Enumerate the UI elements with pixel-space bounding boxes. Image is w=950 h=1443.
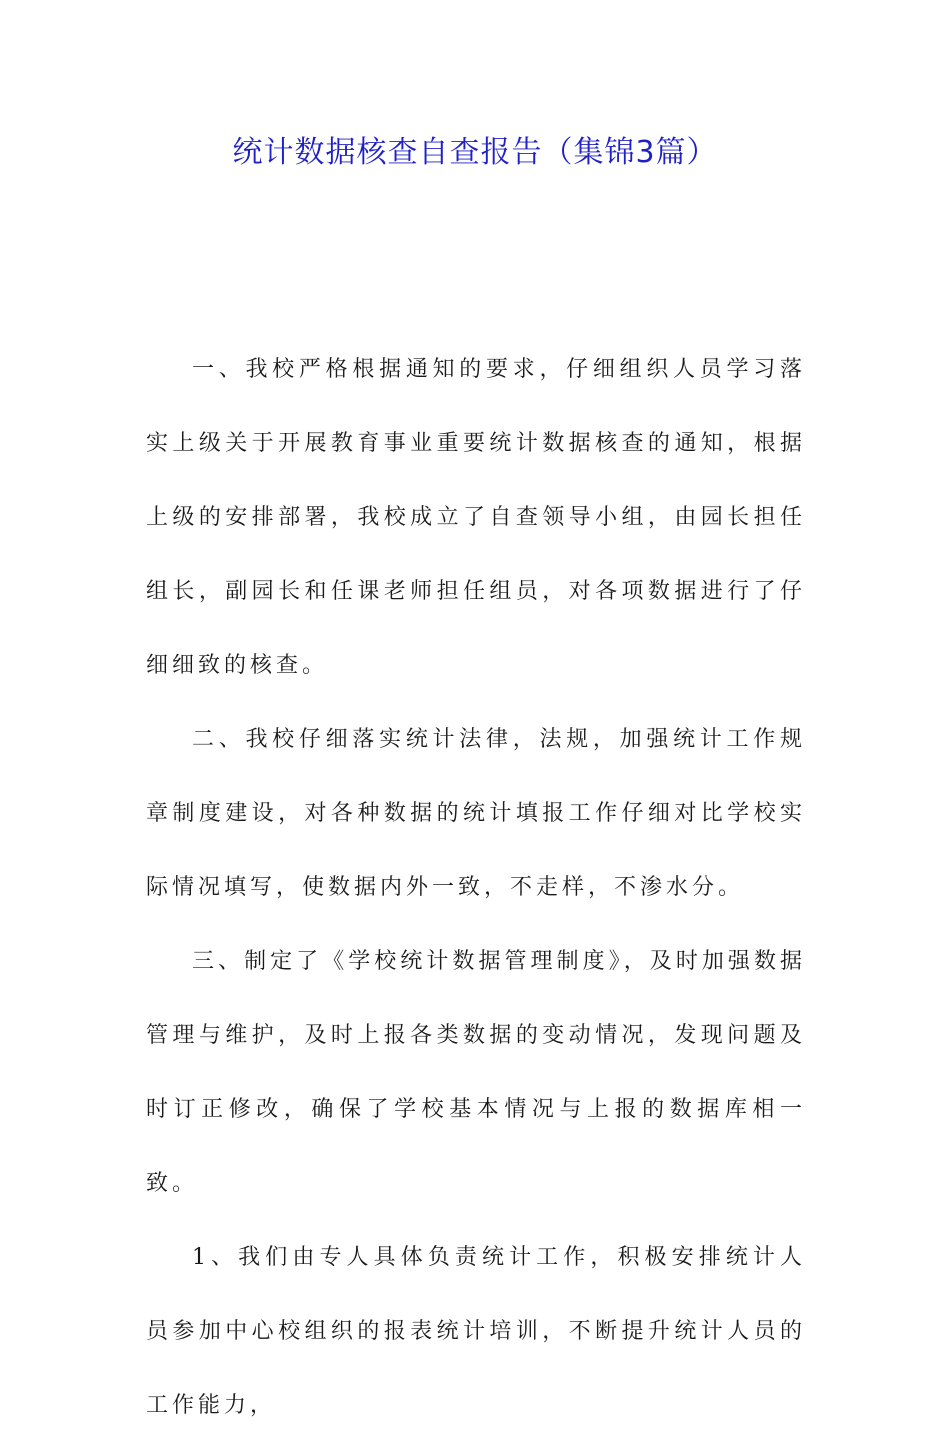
- paragraph-4: 1、我们由专人具体负责统计工作，积极安排统计人员参加中心校组织的报表统计培训，不断提升统计人员的工作能力，: [146, 1245, 806, 1418]
- paragraph-3: 三、制定了《学校统计数据管理制度》，及时加强数据管理与维护，及时上报各类数据的变动情况，发现问题及时订正修改，确保了学校基本情况与上报的数据库相一致。: [146, 949, 806, 1196]
- document-body: [146, 333, 806, 1443]
- paragraph-1: 一、我校严格根据通知的要求，仔细组织人员学习落实上级关于开展教育事业重要统计数据核查的通知，根据上级的安排部署，我校成立了自查领导小组，由园长担任组长，副园长和任课老师担任组员，对各项数据进行了仔细细致的核查。: [146, 357, 806, 678]
- paragraph-2: 二、我校仔细落实统计法律，法规，加强统计工作规章制度建设，对各种数据的统计填报工作仔细对比学校实际情况填写，使数据内外一致，不走样，不渗水分。: [146, 727, 806, 900]
- document-title: 统计数据核查自查报告（集锦3篇）: [232, 135, 718, 170]
